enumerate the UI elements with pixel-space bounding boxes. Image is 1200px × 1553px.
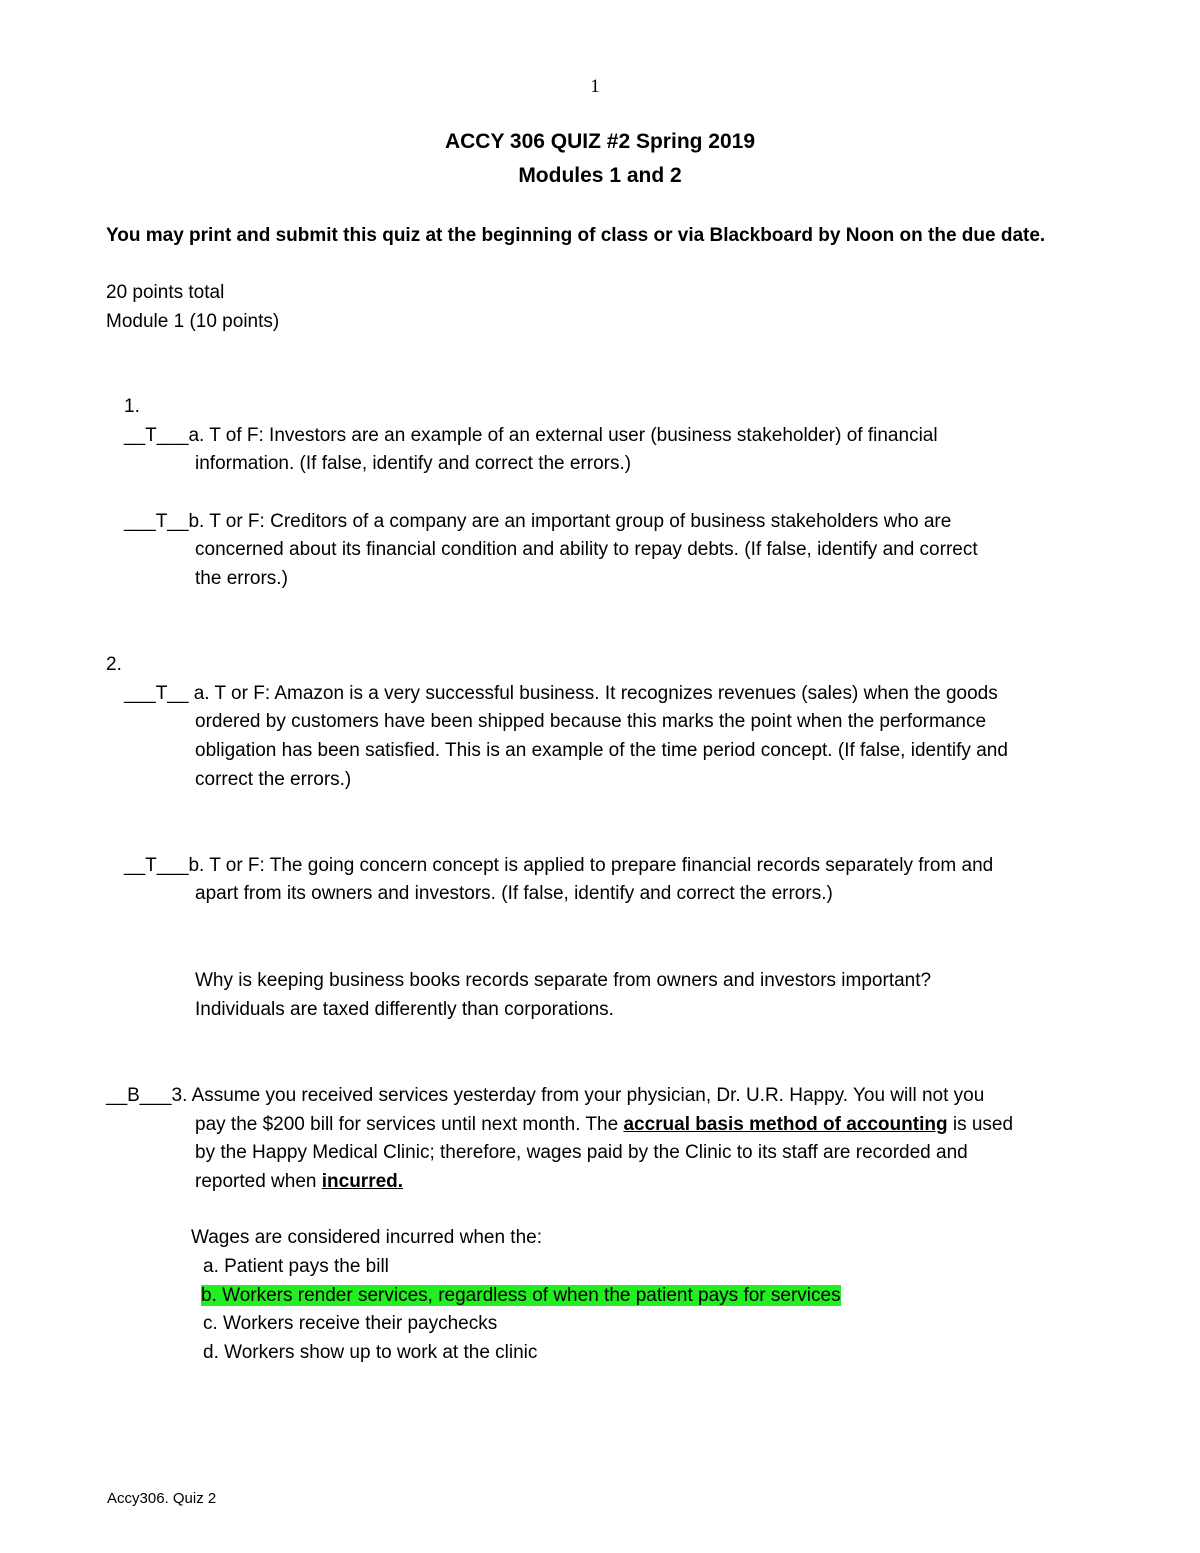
q2b-statement: __T___b. T or F: The going concern concept is applied to prepare financial records separately from and — [124, 855, 994, 876]
footer: Accy306. Quiz 2 — [107, 1490, 217, 1507]
q3-option-b — [201, 1282, 841, 1310]
q3-text: reported when — [195, 1171, 322, 1192]
q3-option-d: d. Workers show up to work at the clinic — [203, 1342, 538, 1363]
q3-statement: __B___3. Assume you received services yesterday from your physician, Dr. U.R. Happy. You will not you — [106, 1085, 985, 1106]
q2a-statement-cont: obligation has been satisfied. This is an example of the time period concept. (If false, identify and — [195, 740, 1008, 761]
q2-why-question: Why is keeping business books records separate from owners and investors important? — [195, 970, 932, 991]
q3-emphasis-accrual: accrual basis method of accounting — [623, 1114, 948, 1135]
quiz-subtitle: Modules 1 and 2 — [518, 164, 682, 187]
q2a-statement-cont: ordered by customers have been shipped because this marks the point when the performance — [195, 711, 987, 732]
q2a-statement: ___T__ a. T or F: Amazon is a very successful business. It recognizes revenues (sales) when the goods — [124, 683, 998, 704]
q2-why-answer: Individuals are taxed differently than corporations. — [195, 999, 614, 1020]
q3-text: is used — [947, 1114, 1014, 1135]
q1a-statement-cont: information. (If false, identify and correct the errors.) — [195, 453, 632, 474]
q1-number: 1. — [124, 396, 140, 417]
q3-option-b-highlight: b. Workers render services, regardless of when the patient pays for services — [201, 1285, 841, 1306]
q2b-statement-cont: apart from its owners and investors. (If false, identify and correct the errors.) — [195, 883, 833, 904]
quiz-title: ACCY 306 QUIZ #2 Spring 2019 — [444, 130, 756, 153]
q3-option-a: a. Patient pays the bill — [203, 1256, 389, 1277]
q1b-statement-cont: concerned about its financial condition and ability to repay debts. (If false, identify and correct — [195, 539, 978, 560]
q2-number: 2. — [106, 654, 122, 675]
q1b-statement: ___T__b. T or F: Creditors of a company are an important group of business stakeholders who are — [124, 511, 952, 532]
q3-option-c: c. Workers receive their paychecks — [203, 1313, 498, 1334]
q1b-statement-cont: the errors.) — [195, 568, 288, 589]
q3-statement-cont: by the Happy Medical Clinic; therefore, wages paid by the Clinic to its staff are recorded and — [195, 1142, 968, 1163]
instructions: You may print and submit this quiz at the beginning of class or via Blackboard by Noon on the due date. — [106, 225, 1046, 246]
q2a-statement-cont: correct the errors.) — [195, 769, 352, 790]
points-total: 20 points total — [106, 282, 225, 303]
page-number: 1 — [590, 76, 600, 97]
module1-heading: Module 1 (10 points) — [106, 311, 280, 332]
q3-emphasis-incurred: incurred. — [321, 1171, 404, 1192]
q3-stem: Wages are considered incurred when the: — [191, 1227, 542, 1248]
q3-text: pay the $200 bill for services until next month. The — [195, 1114, 624, 1135]
q1a-statement: __T___a. T of F: Investors are an example of an external user (business stakeholder) of financial — [124, 425, 938, 446]
q3-statement-cont — [195, 1111, 1013, 1139]
q3-statement-cont — [195, 1168, 403, 1196]
